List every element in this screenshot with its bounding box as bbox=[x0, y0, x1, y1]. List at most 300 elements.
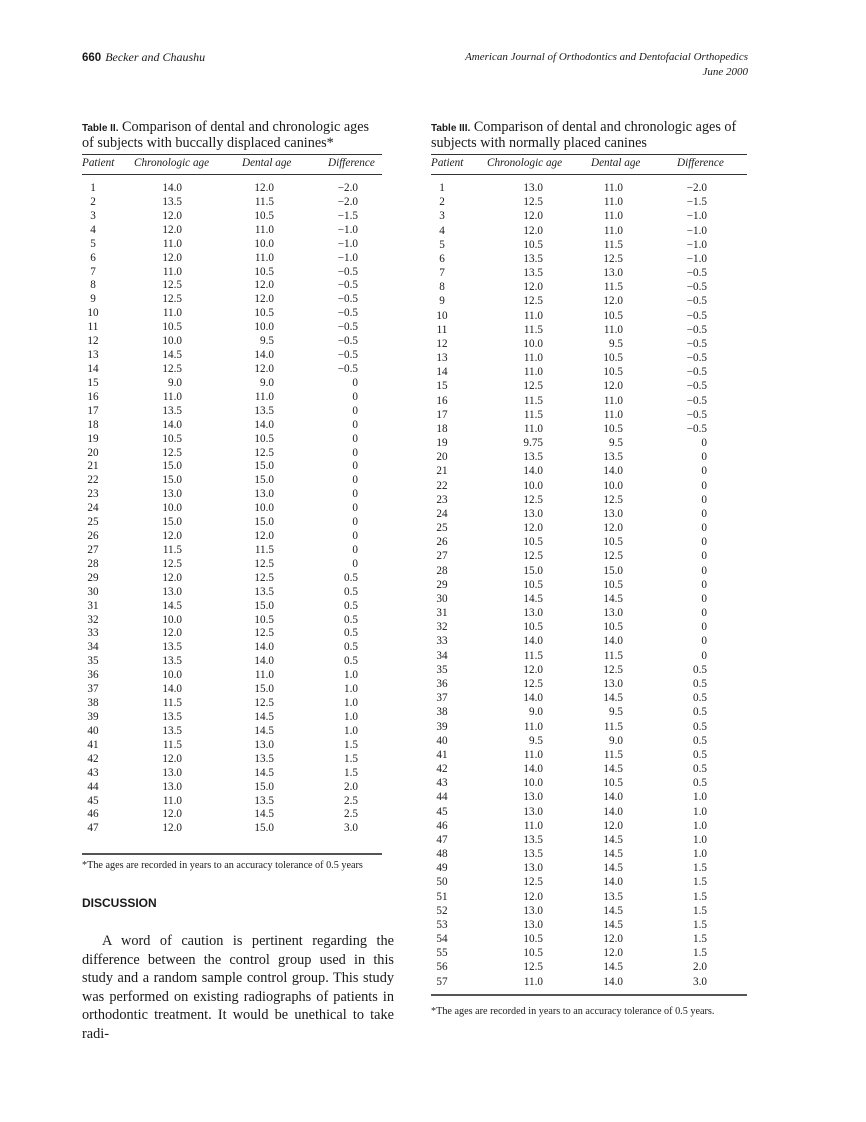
cell-dental-age: 10.5 bbox=[603, 777, 623, 790]
cell-difference: 0.5 bbox=[693, 692, 707, 705]
table-2 bbox=[82, 119, 382, 871]
cell-patient: 2 bbox=[90, 195, 96, 208]
cell-difference: 1.5 bbox=[693, 890, 707, 903]
table-row bbox=[82, 349, 382, 363]
cell-patient: 26 bbox=[87, 530, 99, 542]
cell-patient: 37 bbox=[436, 692, 448, 705]
cell-dental-age: 13.0 bbox=[603, 678, 623, 690]
cell-difference: 0 bbox=[701, 536, 707, 549]
cell-chronologic-age: 14.0 bbox=[162, 418, 182, 431]
cell-patient: 38 bbox=[87, 697, 99, 709]
cell-patient: 12 bbox=[436, 337, 448, 350]
table-3-top-rule bbox=[431, 154, 747, 155]
cell-dental-age: 11.0 bbox=[603, 323, 623, 336]
cell-chronologic-age: 12.0 bbox=[162, 223, 182, 236]
cell-patient: 32 bbox=[87, 613, 99, 626]
cell-chronologic-age: 12.0 bbox=[523, 224, 543, 237]
cell-patient: 30 bbox=[436, 592, 448, 605]
cell-difference: 0 bbox=[352, 390, 358, 403]
cell-patient: 35 bbox=[436, 663, 448, 676]
cell-dental-age: 9.5 bbox=[609, 337, 623, 350]
cell-difference: −1.0 bbox=[686, 252, 707, 265]
cell-difference: 1.5 bbox=[693, 862, 707, 875]
cell-dental-age: 11.0 bbox=[254, 669, 274, 682]
table-row bbox=[431, 976, 747, 990]
cell-dental-age: 10.5 bbox=[254, 265, 274, 278]
cell-patient: 39 bbox=[436, 720, 448, 733]
table-row bbox=[431, 876, 747, 890]
cell-patient: 5 bbox=[439, 238, 445, 251]
cell-dental-age: 15.0 bbox=[254, 599, 274, 612]
cell-dental-age: 10.0 bbox=[254, 502, 274, 515]
cell-patient: 3 bbox=[90, 209, 96, 222]
cell-difference: 0 bbox=[352, 516, 358, 529]
table-row bbox=[431, 409, 747, 423]
cell-dental-age: 14.5 bbox=[254, 724, 274, 737]
cell-patient: 28 bbox=[87, 557, 99, 570]
cell-difference: 0 bbox=[352, 460, 358, 473]
page-number: 660 bbox=[82, 52, 102, 64]
table-3-caption bbox=[431, 120, 747, 150]
cell-difference: −0.5 bbox=[686, 267, 707, 279]
discussion-paragraph: A word of caution is pertinent regarding the difference between the control group used in this study and a random sample control group. This study was performed on existing radiographs of patients in orthodontic treatment. It would be unethical to take radi- bbox=[82, 933, 394, 1042]
cell-chronologic-age: 13.0 bbox=[523, 607, 543, 620]
cell-difference: −0.5 bbox=[337, 349, 358, 361]
table-row bbox=[431, 338, 747, 352]
cell-dental-age: 15.0 bbox=[254, 822, 274, 835]
cell-difference: 0.5 bbox=[344, 599, 358, 612]
cell-chronologic-age: 12.0 bbox=[523, 281, 543, 294]
cell-chronologic-age: 13.5 bbox=[162, 404, 182, 417]
table-row bbox=[82, 363, 382, 377]
cell-dental-age: 12.0 bbox=[603, 380, 623, 393]
cell-difference: −1.0 bbox=[686, 238, 707, 251]
cell-dental-age: 12.5 bbox=[254, 697, 274, 709]
table-2-label: Table II. bbox=[82, 123, 119, 134]
cell-dental-age: 10.5 bbox=[603, 309, 623, 322]
cell-chronologic-age: 9.0 bbox=[529, 706, 543, 719]
cell-difference: 0.5 bbox=[344, 627, 358, 640]
cell-difference: 1.5 bbox=[693, 947, 707, 960]
cell-dental-age: 11.5 bbox=[603, 281, 623, 294]
cell-dental-age: 12.0 bbox=[603, 947, 623, 960]
cell-chronologic-age: 13.0 bbox=[523, 918, 543, 931]
table-row bbox=[82, 822, 382, 836]
cell-difference: −0.5 bbox=[337, 363, 358, 375]
table-row bbox=[82, 600, 382, 614]
cell-difference: −0.5 bbox=[686, 352, 707, 364]
cell-dental-age: 12.0 bbox=[254, 530, 274, 542]
cell-difference: 0.5 bbox=[344, 613, 358, 626]
cell-dental-age: 14.5 bbox=[603, 592, 623, 605]
cell-dental-age: 13.5 bbox=[603, 451, 623, 464]
cell-difference: 1.5 bbox=[693, 918, 707, 931]
cell-patient: 26 bbox=[436, 536, 448, 549]
cell-dental-age: 13.5 bbox=[254, 752, 274, 765]
cell-chronologic-age: 13.5 bbox=[162, 641, 182, 654]
table-row bbox=[82, 781, 382, 795]
cell-chronologic-age: 14.0 bbox=[523, 763, 543, 775]
table-row bbox=[431, 933, 747, 947]
table-row bbox=[82, 739, 382, 753]
table-row bbox=[431, 777, 747, 791]
cell-patient: 46 bbox=[436, 819, 448, 832]
table-row bbox=[82, 516, 382, 530]
table-row bbox=[82, 460, 382, 474]
cell-difference: 0 bbox=[352, 557, 358, 570]
cell-dental-age: 15.0 bbox=[254, 780, 274, 793]
cell-patient: 25 bbox=[436, 522, 448, 535]
cell-dental-age: 15.0 bbox=[603, 564, 623, 577]
cell-dental-age: 10.5 bbox=[603, 536, 623, 549]
cell-dental-age: 11.5 bbox=[603, 649, 623, 662]
table-row bbox=[431, 635, 747, 649]
cell-difference: 0.5 bbox=[344, 571, 358, 584]
cell-chronologic-age: 10.0 bbox=[523, 777, 543, 790]
cell-chronologic-age: 14.0 bbox=[523, 465, 543, 478]
cell-difference: 1.0 bbox=[693, 833, 707, 846]
table-3 bbox=[431, 119, 747, 1017]
cell-chronologic-age: 13.0 bbox=[162, 780, 182, 793]
table-row bbox=[431, 310, 747, 324]
cell-chronologic-age: 11.0 bbox=[162, 237, 182, 250]
cell-patient: 34 bbox=[436, 649, 448, 662]
cell-difference: −0.5 bbox=[686, 295, 707, 308]
cell-patient: 18 bbox=[87, 418, 99, 431]
table-row bbox=[431, 721, 747, 735]
cell-patient: 19 bbox=[436, 437, 448, 450]
cell-difference: 1.0 bbox=[693, 819, 707, 832]
cell-chronologic-age: 12.5 bbox=[523, 196, 543, 209]
cell-chronologic-age: 12.0 bbox=[523, 890, 543, 903]
cell-patient: 16 bbox=[436, 394, 448, 407]
table-row bbox=[82, 544, 382, 558]
table-row bbox=[82, 558, 382, 572]
table-row bbox=[82, 530, 382, 544]
cell-dental-age: 12.0 bbox=[254, 279, 274, 292]
table-row bbox=[82, 433, 382, 447]
cell-chronologic-age: 12.0 bbox=[162, 530, 182, 542]
cell-patient: 16 bbox=[87, 390, 99, 403]
cell-patient: 1 bbox=[439, 182, 445, 194]
cell-dental-age: 11.0 bbox=[254, 223, 274, 236]
table-row bbox=[431, 395, 747, 409]
cell-difference: −1.0 bbox=[686, 224, 707, 237]
cell-difference: 1.0 bbox=[344, 724, 358, 737]
cell-dental-age: 13.5 bbox=[254, 794, 274, 807]
cell-chronologic-age: 9.5 bbox=[529, 734, 543, 747]
cell-patient: 42 bbox=[87, 752, 99, 765]
cell-dental-age: 10.5 bbox=[254, 209, 274, 222]
cell-chronologic-age: 10.0 bbox=[162, 669, 182, 682]
cell-difference: −2.0 bbox=[686, 182, 707, 194]
cell-difference: 3.0 bbox=[693, 975, 707, 988]
cell-difference: 0 bbox=[701, 578, 707, 591]
cell-chronologic-age: 10.0 bbox=[523, 479, 543, 492]
cell-chronologic-age: 10.0 bbox=[162, 502, 182, 515]
cell-patient: 3 bbox=[439, 210, 445, 223]
cell-dental-age: 14.5 bbox=[603, 848, 623, 860]
cell-difference: 0 bbox=[352, 488, 358, 501]
table-row bbox=[431, 366, 747, 380]
cell-patient: 21 bbox=[87, 460, 99, 473]
cell-chronologic-age: 12.5 bbox=[523, 876, 543, 889]
table-row bbox=[431, 947, 747, 961]
cell-patient: 33 bbox=[87, 627, 99, 640]
cell-chronologic-age: 14.5 bbox=[523, 592, 543, 605]
cell-patient: 40 bbox=[436, 734, 448, 747]
authors: Becker and Chaushu bbox=[105, 50, 206, 64]
cell-difference: 0 bbox=[701, 550, 707, 563]
table-3-bottom-rule bbox=[431, 994, 747, 996]
cell-chronologic-age: 11.0 bbox=[162, 794, 182, 807]
discussion-heading: DISCUSSION bbox=[82, 896, 157, 910]
cell-patient: 23 bbox=[436, 493, 448, 506]
cell-chronologic-age: 13.5 bbox=[523, 267, 543, 279]
cell-chronologic-age: 10.5 bbox=[523, 238, 543, 251]
table-row bbox=[431, 706, 747, 720]
cell-difference: 0 bbox=[352, 502, 358, 515]
table-row bbox=[431, 579, 747, 593]
cell-chronologic-age: 11.5 bbox=[162, 543, 182, 556]
table-row bbox=[431, 862, 747, 876]
cell-patient: 20 bbox=[436, 451, 448, 464]
cell-difference: −2.0 bbox=[337, 182, 358, 194]
table-row bbox=[431, 905, 747, 919]
cell-dental-age: 11.0 bbox=[603, 182, 623, 194]
col-header-patient: Patient bbox=[431, 157, 464, 169]
cell-dental-age: 14.0 bbox=[603, 876, 623, 889]
cell-dental-age: 10.0 bbox=[254, 321, 274, 334]
cell-patient: 49 bbox=[436, 862, 448, 875]
cell-patient: 27 bbox=[436, 550, 448, 563]
cell-dental-age: 14.0 bbox=[254, 655, 274, 668]
cell-dental-age: 9.5 bbox=[609, 706, 623, 719]
cell-patient: 31 bbox=[436, 607, 448, 620]
cell-chronologic-age: 12.0 bbox=[162, 209, 182, 222]
cell-chronologic-age: 11.0 bbox=[523, 720, 543, 733]
cell-difference: −0.5 bbox=[686, 380, 707, 393]
cell-dental-age: 15.0 bbox=[254, 516, 274, 529]
cell-patient: 7 bbox=[439, 267, 445, 279]
cell-chronologic-age: 13.5 bbox=[162, 724, 182, 737]
table-row bbox=[431, 834, 747, 848]
table-2-caption-text: Comparison of dental and chronologic ages of subjects with buccally displaced canines* bbox=[82, 119, 370, 151]
cell-chronologic-age: 12.5 bbox=[523, 961, 543, 974]
cell-dental-age: 10.5 bbox=[603, 352, 623, 364]
cell-difference: 3.0 bbox=[344, 822, 358, 835]
table-2-footnote: *The ages are recorded in years to an accuracy tolerance of 0.5 years bbox=[82, 860, 363, 871]
cell-dental-age: 12.5 bbox=[603, 663, 623, 676]
cell-dental-age: 12.0 bbox=[603, 295, 623, 308]
cell-dental-age: 12.5 bbox=[603, 252, 623, 265]
cell-difference: 2.5 bbox=[344, 794, 358, 807]
cell-dental-age: 12.0 bbox=[254, 293, 274, 306]
cell-patient: 35 bbox=[87, 655, 99, 668]
cell-patient: 7 bbox=[90, 265, 96, 278]
cell-difference: −1.5 bbox=[686, 196, 707, 209]
cell-dental-age: 14.5 bbox=[254, 711, 274, 723]
cell-dental-age: 12.5 bbox=[254, 571, 274, 584]
cell-dental-age: 13.0 bbox=[254, 488, 274, 501]
cell-chronologic-age: 13.0 bbox=[162, 488, 182, 501]
cell-patient: 28 bbox=[436, 564, 448, 577]
cell-patient: 22 bbox=[436, 479, 448, 492]
cell-difference: 0.5 bbox=[693, 734, 707, 747]
table-row bbox=[431, 735, 747, 749]
cell-difference: 0.5 bbox=[693, 763, 707, 775]
cell-difference: −0.5 bbox=[686, 337, 707, 350]
cell-difference: −1.0 bbox=[337, 237, 358, 250]
table-row bbox=[431, 508, 747, 522]
cell-chronologic-age: 11.0 bbox=[523, 422, 543, 435]
table-row bbox=[431, 324, 747, 338]
cell-difference: −1.0 bbox=[337, 251, 358, 264]
cell-difference: 0.5 bbox=[693, 777, 707, 790]
cell-chronologic-age: 11.0 bbox=[523, 309, 543, 322]
cell-dental-age: 15.0 bbox=[254, 474, 274, 487]
col-header-chronologic-age: Chronologic age bbox=[134, 157, 210, 169]
cell-chronologic-age: 10.5 bbox=[523, 536, 543, 549]
cell-dental-age: 13.0 bbox=[603, 507, 623, 520]
table-row bbox=[82, 377, 382, 391]
table-row bbox=[82, 238, 382, 252]
cell-dental-age: 14.0 bbox=[603, 805, 623, 818]
cell-dental-age: 13.5 bbox=[254, 585, 274, 598]
cell-patient: 24 bbox=[436, 507, 448, 520]
cell-patient: 32 bbox=[436, 621, 448, 634]
cell-dental-age: 11.0 bbox=[603, 394, 623, 407]
cell-patient: 17 bbox=[436, 408, 448, 421]
cell-patient: 8 bbox=[90, 279, 96, 292]
cell-chronologic-age: 12.5 bbox=[523, 678, 543, 690]
cell-chronologic-age: 10.5 bbox=[162, 321, 182, 334]
cell-patient: 34 bbox=[87, 641, 99, 654]
cell-patient: 29 bbox=[436, 578, 448, 591]
cell-dental-age: 10.0 bbox=[603, 479, 623, 492]
table-row bbox=[431, 692, 747, 706]
cell-patient: 6 bbox=[439, 252, 445, 265]
table-row bbox=[82, 767, 382, 781]
cell-difference: 1.5 bbox=[344, 738, 358, 751]
cell-patient: 51 bbox=[436, 890, 448, 903]
cell-patient: 23 bbox=[87, 488, 99, 501]
table-row bbox=[82, 182, 382, 196]
cell-patient: 30 bbox=[87, 585, 99, 598]
cell-patient: 44 bbox=[436, 791, 448, 804]
journal-name: American Journal of Orthodontics and Dentofacial Orthopedics bbox=[465, 51, 748, 63]
cell-patient: 13 bbox=[87, 349, 99, 361]
cell-patient: 25 bbox=[87, 516, 99, 529]
cell-chronologic-age: 13.0 bbox=[523, 904, 543, 917]
cell-difference: −0.5 bbox=[337, 307, 358, 320]
cell-dental-age: 13.5 bbox=[254, 404, 274, 417]
cell-difference: 0.5 bbox=[693, 720, 707, 733]
cell-chronologic-age: 10.5 bbox=[162, 432, 182, 445]
table-row bbox=[82, 641, 382, 655]
table-row bbox=[431, 791, 747, 805]
cell-chronologic-age: 15.0 bbox=[162, 474, 182, 487]
cell-difference: 0.5 bbox=[344, 655, 358, 668]
running-header-left bbox=[82, 50, 205, 65]
table-row bbox=[431, 281, 747, 295]
table-row bbox=[431, 664, 747, 678]
table-row bbox=[82, 293, 382, 307]
cell-difference: 1.5 bbox=[344, 752, 358, 765]
cell-difference: 0 bbox=[701, 493, 707, 506]
cell-dental-age: 11.0 bbox=[603, 224, 623, 237]
table-3-label: Table III. bbox=[431, 123, 471, 134]
col-header-patient: Patient bbox=[82, 157, 115, 169]
cell-patient: 27 bbox=[87, 543, 99, 556]
cell-patient: 12 bbox=[87, 335, 99, 348]
cell-dental-age: 14.5 bbox=[254, 766, 274, 779]
cell-patient: 38 bbox=[436, 706, 448, 719]
table-row bbox=[431, 565, 747, 579]
running-header-right bbox=[465, 50, 748, 80]
cell-dental-age: 12.5 bbox=[254, 446, 274, 459]
table-row bbox=[431, 607, 747, 621]
cell-chronologic-age: 11.5 bbox=[523, 394, 543, 407]
cell-chronologic-age: 13.0 bbox=[162, 766, 182, 779]
cell-chronologic-age: 11.5 bbox=[523, 323, 543, 336]
cell-chronologic-age: 15.0 bbox=[162, 516, 182, 529]
cell-chronologic-age: 12.0 bbox=[523, 522, 543, 535]
table-row bbox=[431, 480, 747, 494]
cell-chronologic-age: 11.5 bbox=[162, 697, 182, 709]
cell-difference: −0.5 bbox=[686, 408, 707, 421]
cell-dental-age: 14.0 bbox=[603, 635, 623, 648]
cell-chronologic-age: 13.0 bbox=[162, 585, 182, 598]
cell-difference: 0 bbox=[352, 543, 358, 556]
cell-patient: 4 bbox=[90, 223, 96, 236]
table-row bbox=[82, 627, 382, 641]
table-row bbox=[431, 239, 747, 253]
cell-patient: 40 bbox=[87, 724, 99, 737]
table-row bbox=[82, 669, 382, 683]
cell-chronologic-age: 14.0 bbox=[523, 692, 543, 705]
cell-patient: 53 bbox=[436, 918, 448, 931]
cell-difference: 1.0 bbox=[693, 791, 707, 804]
cell-patient: 21 bbox=[436, 465, 448, 478]
table-row bbox=[82, 697, 382, 711]
cell-difference: 0 bbox=[701, 607, 707, 620]
table-row bbox=[82, 210, 382, 224]
cell-dental-age: 14.0 bbox=[603, 975, 623, 988]
table-row bbox=[82, 335, 382, 349]
cell-dental-age: 14.5 bbox=[603, 862, 623, 875]
cell-difference: 0.5 bbox=[344, 641, 358, 654]
cell-patient: 6 bbox=[90, 251, 96, 264]
cell-difference: 0 bbox=[701, 592, 707, 605]
table-row bbox=[431, 451, 747, 465]
cell-dental-age: 11.5 bbox=[603, 238, 623, 251]
cell-patient: 57 bbox=[436, 975, 448, 988]
cell-difference: 1.5 bbox=[693, 876, 707, 889]
cell-dental-age: 14.5 bbox=[603, 961, 623, 974]
cell-difference: 2.0 bbox=[693, 961, 707, 974]
cell-chronologic-age: 13.5 bbox=[523, 252, 543, 265]
cell-patient: 4 bbox=[439, 224, 445, 237]
cell-difference: 0.5 bbox=[693, 678, 707, 690]
cell-patient: 24 bbox=[87, 502, 99, 515]
cell-dental-age: 14.5 bbox=[603, 692, 623, 705]
cell-difference: −0.5 bbox=[686, 366, 707, 379]
cell-difference: −0.5 bbox=[686, 394, 707, 407]
cell-difference: −2.0 bbox=[337, 195, 358, 208]
cell-dental-age: 9.5 bbox=[609, 437, 623, 450]
cell-patient: 13 bbox=[436, 352, 448, 364]
